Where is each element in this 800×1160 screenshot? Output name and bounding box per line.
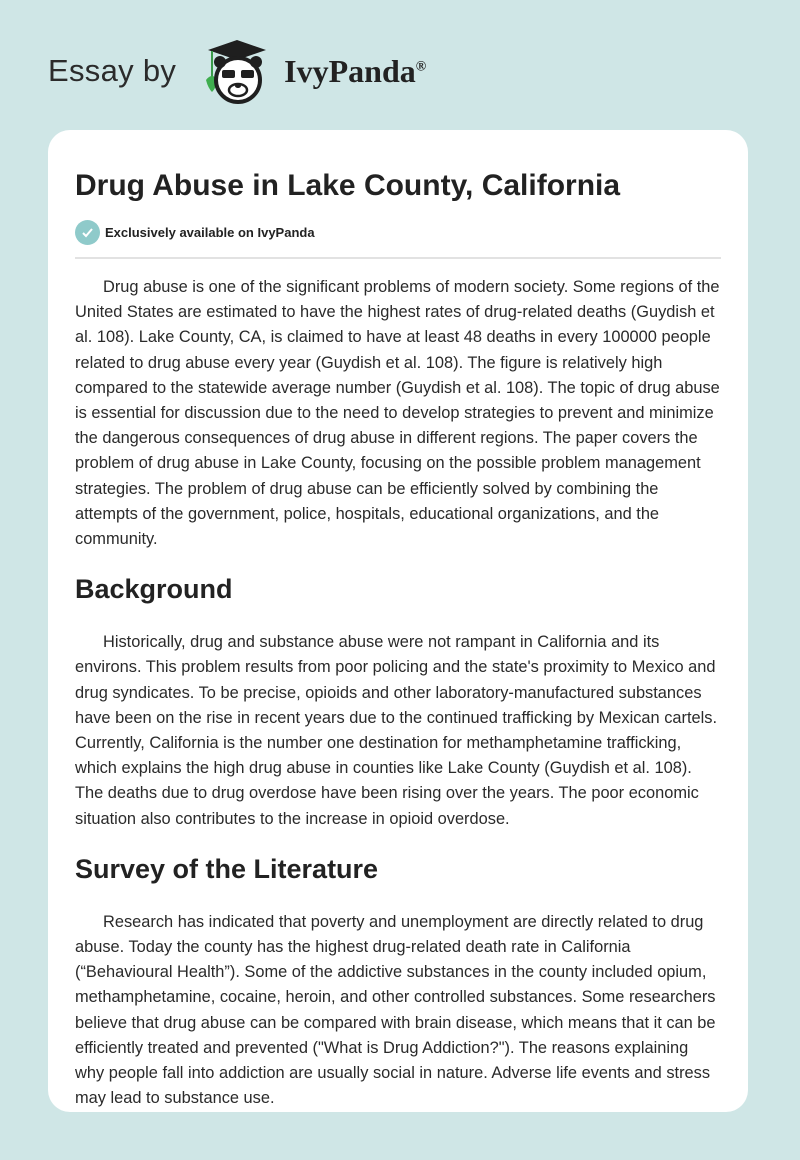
essay-by-label: Essay by bbox=[48, 53, 177, 88]
check-icon bbox=[75, 220, 100, 245]
registered-mark: ® bbox=[415, 58, 427, 74]
exclusive-badge bbox=[75, 220, 721, 245]
badge-text: Exclusively available on IvyPanda bbox=[105, 225, 315, 240]
page-title: Drug Abuse in Lake County, California bbox=[75, 169, 621, 202]
brand-text: IvyPanda bbox=[284, 52, 416, 89]
divider bbox=[75, 257, 721, 259]
section-heading-background: Background bbox=[75, 574, 233, 605]
intro-paragraph: Drug abuse is one of the significant problems of modern society. Some regions of the United States are estimated to have the highest rates of drug-related deaths (Guydish et al. 108). Lake County, CA, is claimed to have at least 48 deaths in every 100000 people related to drug abuse every year (Guydish et al. 108). The figure is relatively high compared to the statewide average number (Guydish et al. 108). The topic of drug abuse is essential for discussion due to the need to develop strategies to prevent and minimize the dangerous consequences of drug abuse in different regions. The paper covers the problem of drug abuse in Lake County, focusing on the possible problem management strategies. The problem of drug abuse can be efficiently solved by combining the attempts of the government, police, hospitals, educational organizations, and the community. bbox=[75, 278, 720, 549]
section-heading-literature: Survey of the Literature bbox=[75, 853, 379, 884]
background-paragraph: Historically, drug and substance abuse were not rampant in California and its environs. This problem results from poor policing and the state's proximity to Mexico and drug syndicates. To be precise, opioids and other laboratory-manufactured substances have been on the rise in recent years due to the continued trafficking by Mexican cartels. Currently, California is the number one destination for methamphetamine trafficking, which explains the high drug abuse in counties like Lake County (Guydish et al. 108). The deaths due to drug overdose have been rising over the years. The poor economic situation also contributes to the increase in opioid overdose. bbox=[75, 633, 718, 828]
ivypanda-logo-icon[interactable] bbox=[194, 36, 280, 106]
site-header bbox=[48, 36, 426, 106]
brand-name bbox=[284, 53, 426, 90]
literature-paragraph: Research has indicated that poverty and unemployment are directly related to drug abuse. Today the county has the highest drug-related death rate in California (“Behavioural Health”). Some of the addictive substances in the county included opium, methamphetamine, cocaine, heroin, and other controlled substances. Some researchers believe that drug abuse can be compared with brain disease, which means that it can be efficiently treated and prevented ("What is Drug Addiction?"). The reasons explaining why people fall into addiction are usually social in nature. Adverse life events and stress may lead to substance use. bbox=[75, 912, 716, 1108]
essay-card bbox=[48, 130, 748, 1112]
